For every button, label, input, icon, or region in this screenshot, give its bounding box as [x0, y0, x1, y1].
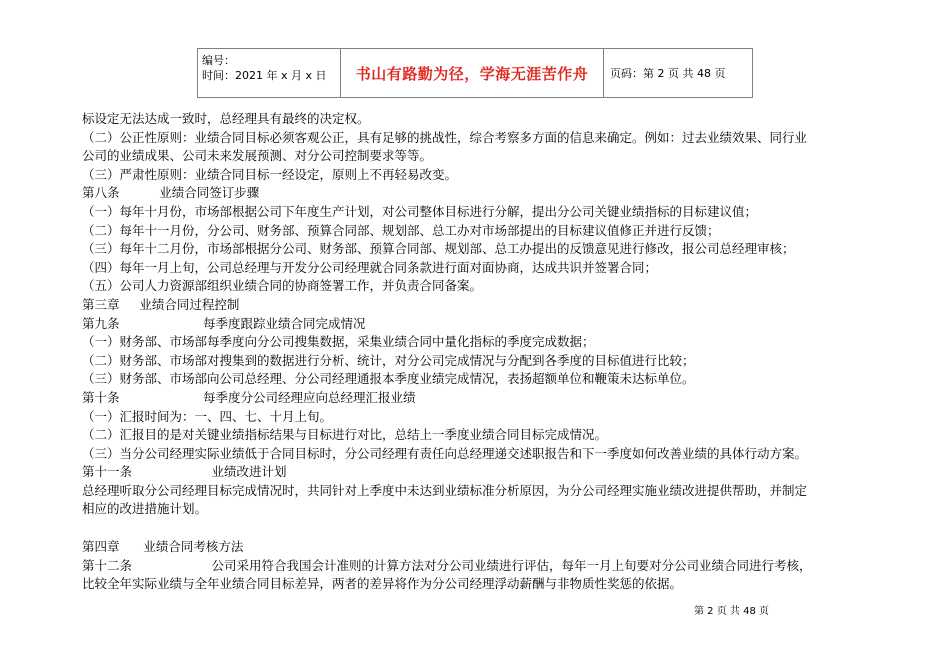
text-line: （三）每年十二月份，市场部根据分公司、财务部、预算合同部、规划部、总工办提出的反馈意见进行修改，报公司总经理审核； [82, 241, 795, 257]
article-heading [82, 389, 877, 408]
article-number: 第九条 [82, 315, 120, 331]
article-number: 第十一条 [82, 464, 133, 480]
header-motto: 书山有路勤为径，学海无涯苦作舟 [340, 49, 603, 97]
article-number: 第八条 [82, 185, 120, 201]
chapter-number: 第四章 [82, 539, 120, 555]
page-footer: 第 2 页 共 48 页 [694, 606, 769, 617]
text-line: 比较全年实际业绩与全年业绩合同目标差异，两者的差异将作为分公司经理浮动薪酬与非物质性奖惩的依据。 [82, 576, 683, 592]
article-number: 第十二条 [82, 557, 133, 573]
article-title: 每季度跟踪业绩合同完成情况 [202, 315, 366, 331]
text-line: （三）财务部、市场部向公司总经理、分公司经理通报本季度业绩完成情况，表扬超额单位和鞭策未达标单位。 [82, 371, 695, 387]
article-text: 公司采用符合我国会计准则的计算方法对分公司业绩进行评估，每年一月上旬要对分公司业绩合同进行考核， [211, 557, 812, 573]
article-title: 业绩合同签订步骤 [159, 185, 260, 201]
chapter-title: 业绩合同过程控制 [139, 296, 240, 312]
text-line: 相应的改进措施计划。 [82, 501, 208, 517]
chapter-title: 业绩合同考核方法 [143, 539, 244, 555]
header-page-code: 页码：第 2 页 共 48 页 [603, 49, 752, 97]
article-title: 业绩改进计划 [211, 464, 287, 480]
text-line: 总经理听取分公司经理目标完成情况时，共同针对上季度中未达到业绩标准分析原因，为分公司经理实施业绩改进提供帮助，并制定 [82, 482, 808, 498]
text-line: （五）公司人力资源部组织业绩合同的协商签署工作，并负责合同备案。 [82, 278, 483, 294]
article-heading [82, 315, 877, 334]
text-line: （二）每年十一月份，分公司、财务部、预算合同部、规划部、总工办对市场部提出的目标建议值修正并进行反馈； [82, 222, 720, 238]
header-info-cell [198, 49, 340, 97]
text-line: （一）汇报时间为：一、四、七、十月上旬。 [82, 408, 333, 424]
text-line: （一）财务部、市场部每季度向分公司搜集数据，采集业绩合同中量化指标的季度完成数据； [82, 334, 595, 350]
text-line: （三）严肃性原则：业绩合同目标一经设定，原则上不再轻易改变。 [82, 166, 458, 182]
text-line: （二）财务部、市场部对搜集到的数据进行分析、统计，对分公司完成情况与分配到各季度的目标值进行比较； [82, 352, 695, 368]
text-line: 公司的业绩成果、公司未来发展预测、对分公司控制要求等等。 [82, 148, 433, 164]
text-line: （二）汇报目的是对关键业绩指标结果与目标进行对比，总结上一季度业绩合同目标完成情况。 [82, 427, 608, 443]
chapter-number: 第三章 [82, 296, 120, 312]
article-title: 每季度分公司经理应向总经理汇报业绩 [202, 389, 416, 405]
header-number-label: 编号： [202, 54, 235, 67]
header-time: 时间：2021 年 x 月 x 日 [202, 69, 327, 82]
text-line: （三）当分公司经理实际业绩低于合同目标时，分公司经理有责任向总经理递交述职报告和下一季度如何改善业绩的具体行动方案。 [82, 445, 808, 461]
paragraph-gap [82, 519, 877, 538]
article-heading [82, 463, 877, 482]
article-paragraph [82, 557, 877, 576]
text-line: 标设定无法达成一致时，总经理具有最终的决定权。 [82, 111, 370, 126]
text-line: （四）每年一月上旬，公司总经理与开发分公司经理就合同条款进行面对面协商，达成共识并签署合同； [82, 259, 658, 275]
page-header [197, 48, 753, 98]
chapter-heading [82, 296, 877, 315]
document-body [82, 110, 877, 594]
article-heading [82, 184, 877, 203]
chapter-heading [82, 538, 877, 557]
article-number: 第十条 [82, 389, 120, 405]
text-line: （一）每年十月份，市场部根据公司下年度生产计划，对公司整体目标进行分解，提出分公司关键业绩指标的目标建议值； [82, 203, 758, 219]
text-line: （二）公正性原则：业绩合同目标必须客观公正，具有足够的挑战性，综合考察多方面的信息来确定。例如：过去业绩效果、同行业 [82, 129, 808, 145]
